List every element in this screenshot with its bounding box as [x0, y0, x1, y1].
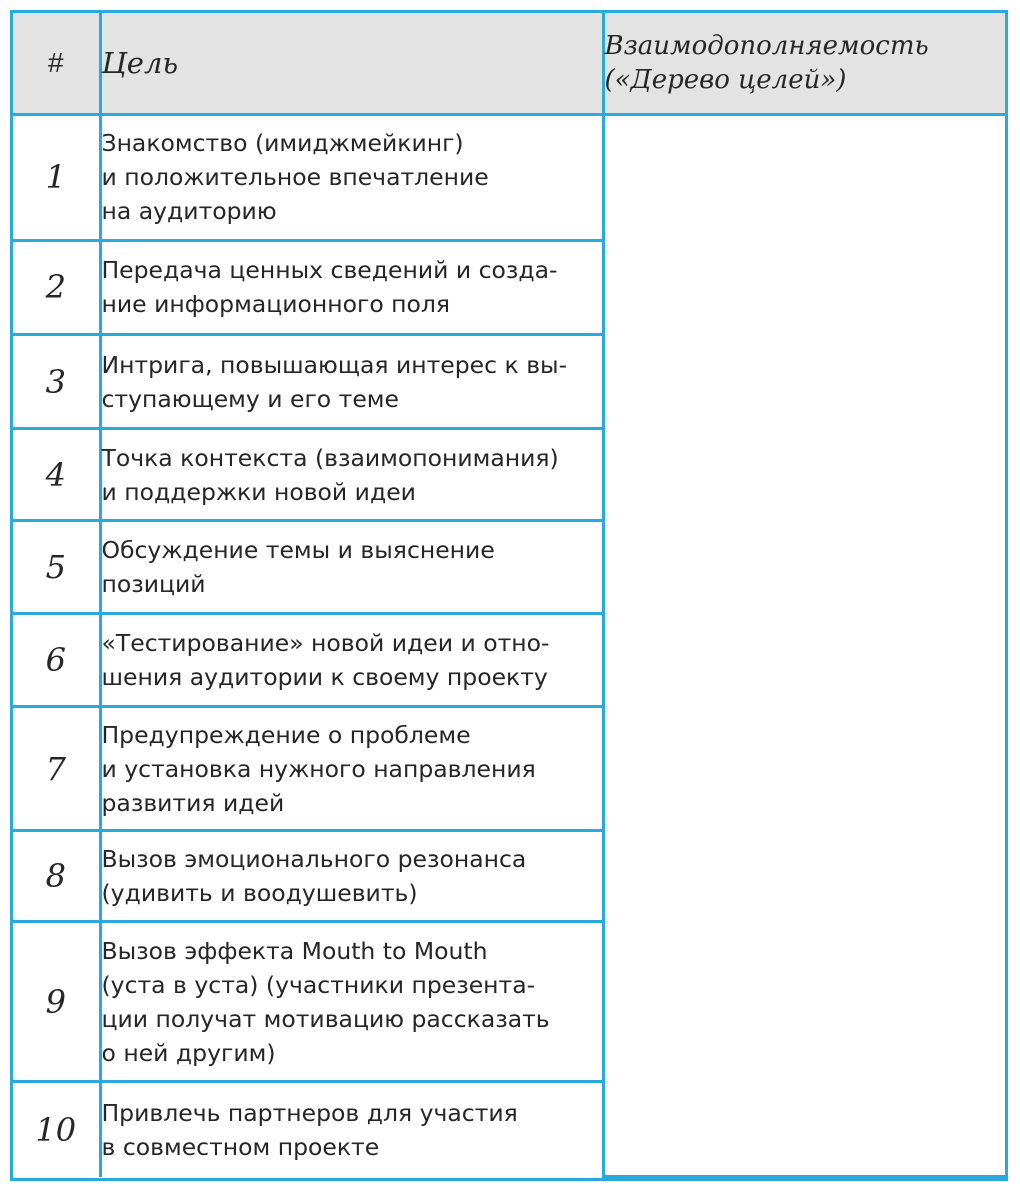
row-goal — [100, 429, 603, 521]
goal-text-line: Передача ценных сведений и созда- — [101, 256, 558, 285]
row-goal — [100, 1081, 603, 1176]
row-number: 4 — [13, 429, 100, 521]
row-number: 8 — [13, 831, 100, 922]
row-number: 6 — [13, 613, 100, 706]
row-goal — [100, 240, 603, 334]
header-complementarity — [603, 13, 1005, 114]
goal-text-line: ние информационного поля — [101, 290, 451, 319]
row-number: 2 — [13, 240, 100, 334]
header-complementarity-line2: («Дерево целей») — [604, 64, 847, 95]
complementarity-cell[interactable] — [603, 114, 1005, 1177]
table-body — [13, 114, 1005, 1177]
header-row — [13, 13, 1005, 114]
row-goal — [100, 114, 603, 240]
row-number: 5 — [13, 521, 100, 613]
goal-text-line: Вызов эффекта Mouth to Mouth — [101, 936, 488, 965]
row-goal — [100, 521, 603, 613]
goal-text-line: «Тестирование» новой идеи и отно- — [101, 628, 550, 657]
goal-text-line: ции получат мотивацию рассказать — [101, 1004, 550, 1033]
goals-table — [13, 13, 1005, 1178]
goal-text-line: на аудиторию — [101, 197, 277, 226]
row-goal — [100, 613, 603, 706]
goal-text-line: Точка контекста (взаимопонимания) — [101, 443, 559, 472]
goals-table-frame — [10, 10, 1008, 1181]
goal-text-line: Привлечь партнеров для участия — [101, 1098, 518, 1127]
goal-text-line: Вызов эмоционального резонанса — [101, 845, 527, 874]
row-goal — [100, 335, 603, 429]
row-goal — [100, 831, 603, 922]
header-number: # — [13, 13, 100, 114]
row-number: 10 — [13, 1081, 100, 1176]
goal-text-line: Интрига, повышающая интерес к вы- — [101, 350, 568, 379]
row-goal — [100, 922, 603, 1081]
goal-text-line: ступающему и его теме — [101, 384, 399, 413]
goal-text-line: о ней другим) — [101, 1038, 276, 1067]
goal-text-line: и поддержки новой идеи — [101, 477, 416, 506]
goal-text-line: (удивить и воодушевить) — [101, 879, 418, 908]
header-goal: Цель — [100, 13, 603, 114]
goal-text-line: Знакомство (имиджмейкинг) — [101, 129, 464, 158]
goal-text-line: Предупреждение о проблеме — [101, 720, 471, 749]
goal-text-line: и положительное впечатление — [101, 163, 489, 192]
table-header — [13, 13, 1005, 114]
goal-text-line: в совместном проекте — [101, 1132, 380, 1161]
goal-text-line: позиций — [101, 570, 206, 599]
row-number: 1 — [13, 114, 100, 240]
goal-text-line: Обсуждение темы и выяснение — [101, 536, 495, 565]
row-number: 7 — [13, 706, 100, 830]
table-row — [13, 114, 1005, 240]
row-number: 3 — [13, 335, 100, 429]
goal-text-line: развития идей — [101, 788, 285, 817]
goal-text-line: и установка нужного направления — [101, 754, 536, 783]
row-goal — [100, 706, 603, 830]
goal-text-line: (уста в уста) (участники презента- — [101, 970, 536, 999]
header-complementarity-line1: Взаимодополняемость — [604, 30, 929, 61]
row-number: 9 — [13, 922, 100, 1081]
goal-text-line: шения аудитории к своему проекту — [101, 662, 548, 691]
